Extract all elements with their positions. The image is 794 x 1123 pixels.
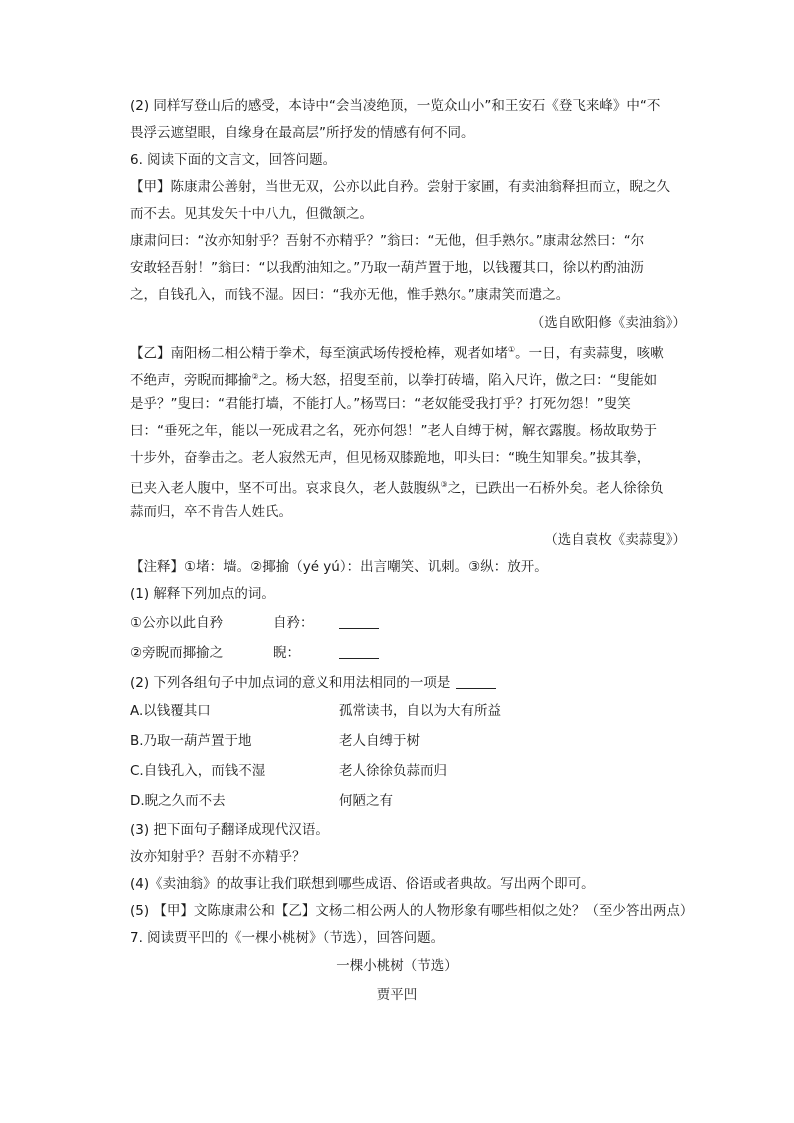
sub1-prompt: (1) 解释下列加点的词。 [130,586,275,602]
sub1-item1-word: 自矜： [273,615,314,631]
answer-blank[interactable] [339,613,379,633]
q2-line-2: 畏浮云遮望眼，自缘身在最高层”所抒发的情感有何不同。 [130,125,475,141]
footnote-mark: ② [251,372,259,381]
sub1-item2-word: 睨： [273,645,300,661]
q6-heading: 6. 阅读下面的文言文，回答问题。 [130,152,337,168]
yi-line-3: 是乎？”叟曰：“君能打墙，不能打人。”杨骂曰：“老奴能受我打乎？打死勿怨！”叟笑 [130,396,631,412]
notes: 【注释】①堵：墙。②揶揄（yé yú）：出言嘲笑、讥刺。③纵：放开。 [130,559,548,575]
option-a-left: A.以钱覆其口 [130,703,211,719]
option-b-left: B.乃取一葫芦置于地 [130,733,252,749]
yi-line-4: 曰：“垂死之年，能以一死成君之名，死亦何怨！”老人自缚于树，解衣露腹。杨故取势于 [130,423,657,439]
yi-line-5: 十步外，奋拳击之。老人寂然无声，但见杨双膝跪地，叩头曰：“晚生知罪矣。”拔其拳， [130,450,651,466]
yi-line-2: 不绝声，旁睨而揶揄②之。杨大怒，招叟至前，以拳打砖墙，陷入尺许，傲之曰：“叟能如 [130,372,658,389]
footnote-mark: ① [508,345,516,354]
option-c-left: C.自钱孔入，而钱不湿 [130,763,266,779]
jia-line-4: 安敢轻吾射！”翁曰：“以我酌油知之。”乃取一葫芦置于地，以钱覆其口，徐以杓酌油沥 [130,260,644,276]
jia-line-1: 【甲】陈康肃公善射，当世无双，公亦以此自矜。尝射于家圃，有卖油翁释担而立，睨之久 [130,179,670,195]
sub4-prompt: (4)《卖油翁》的故事让我们联想到哪些成语、俗语或者典故。写出两个即可。 [130,876,595,892]
option-a-right: 孤常读书，自以为大有所益 [339,703,501,719]
footnote-mark: ③ [440,480,448,489]
yi-line-1: 【乙】南阳杨二相公精于拳术，每至演武场传授枪棒，观者如堵①。一日，有卖蒜叟，咳嗽 [130,345,664,362]
option-d-right: 何陋之有 [339,793,393,809]
yi-source: （选自袁枚《卖蒜叟》） [544,532,686,548]
sub5-prompt: (5) 【甲】文陈康肃公和【乙】文杨二相公两人的人物形象有哪些相似之处？（至少答出两点） [130,903,694,919]
answer-blank[interactable] [456,674,496,689]
q7-heading: 7. 阅读贾平凹的《一棵小桃树》（节选），回答问题。 [130,930,445,946]
yi-line-6: 已夹入老人腹中，坚不可出。哀求良久，老人鼓腹纵③之，已跌出一石桥外矣。老人徐徐负 [130,480,664,497]
sub1-item2-sentence: ②旁睨而揶揄之 [130,645,224,661]
q2-line-1: (2) 同样写登山后的感受，本诗中“会当凌绝顶，一览众山小”和王安石《登飞来峰》中“不 [130,98,661,114]
jia-line-2: 而不去。见其发矢十中八九，但微颔之。 [130,206,373,222]
sub1-item1-sentence: ①公亦以此自矜 [130,615,224,631]
answer-blank[interactable] [339,643,379,663]
passage-title: 一棵小桃树（节选） [336,958,458,974]
option-b-right: 老人自缚于树 [339,733,420,749]
passage-author: 贾平凹 [376,987,418,1003]
jia-source: （选自欧阳修《卖油翁》） [530,315,686,331]
jia-line-5: 之，自钱孔入，而钱不湿。因曰：“我亦无他，惟手熟尔。”康肃笑而遣之。 [130,287,570,303]
yi-line-7: 蒜而归，卒不肯告人姓氏。 [130,504,292,520]
sub3-prompt: (3) 把下面句子翻译成现代汉语。 [130,822,329,838]
jia-line-3: 康肃问曰：“汝亦知射乎？吾射不亦精乎？”翁曰：“无他，但手熟尔。”康肃忿然曰：“尔 [130,233,645,249]
option-c-right: 老人徐徐负蒜而归 [339,763,447,779]
option-d-left: D.睨之久而不去 [130,793,226,809]
sub2-prompt: (2) 下列各组句子中加点词的意义和用法相同的一项是 [130,673,496,693]
sub3-sentence: 汝亦知射乎？吾射不亦精乎？ [130,849,306,865]
